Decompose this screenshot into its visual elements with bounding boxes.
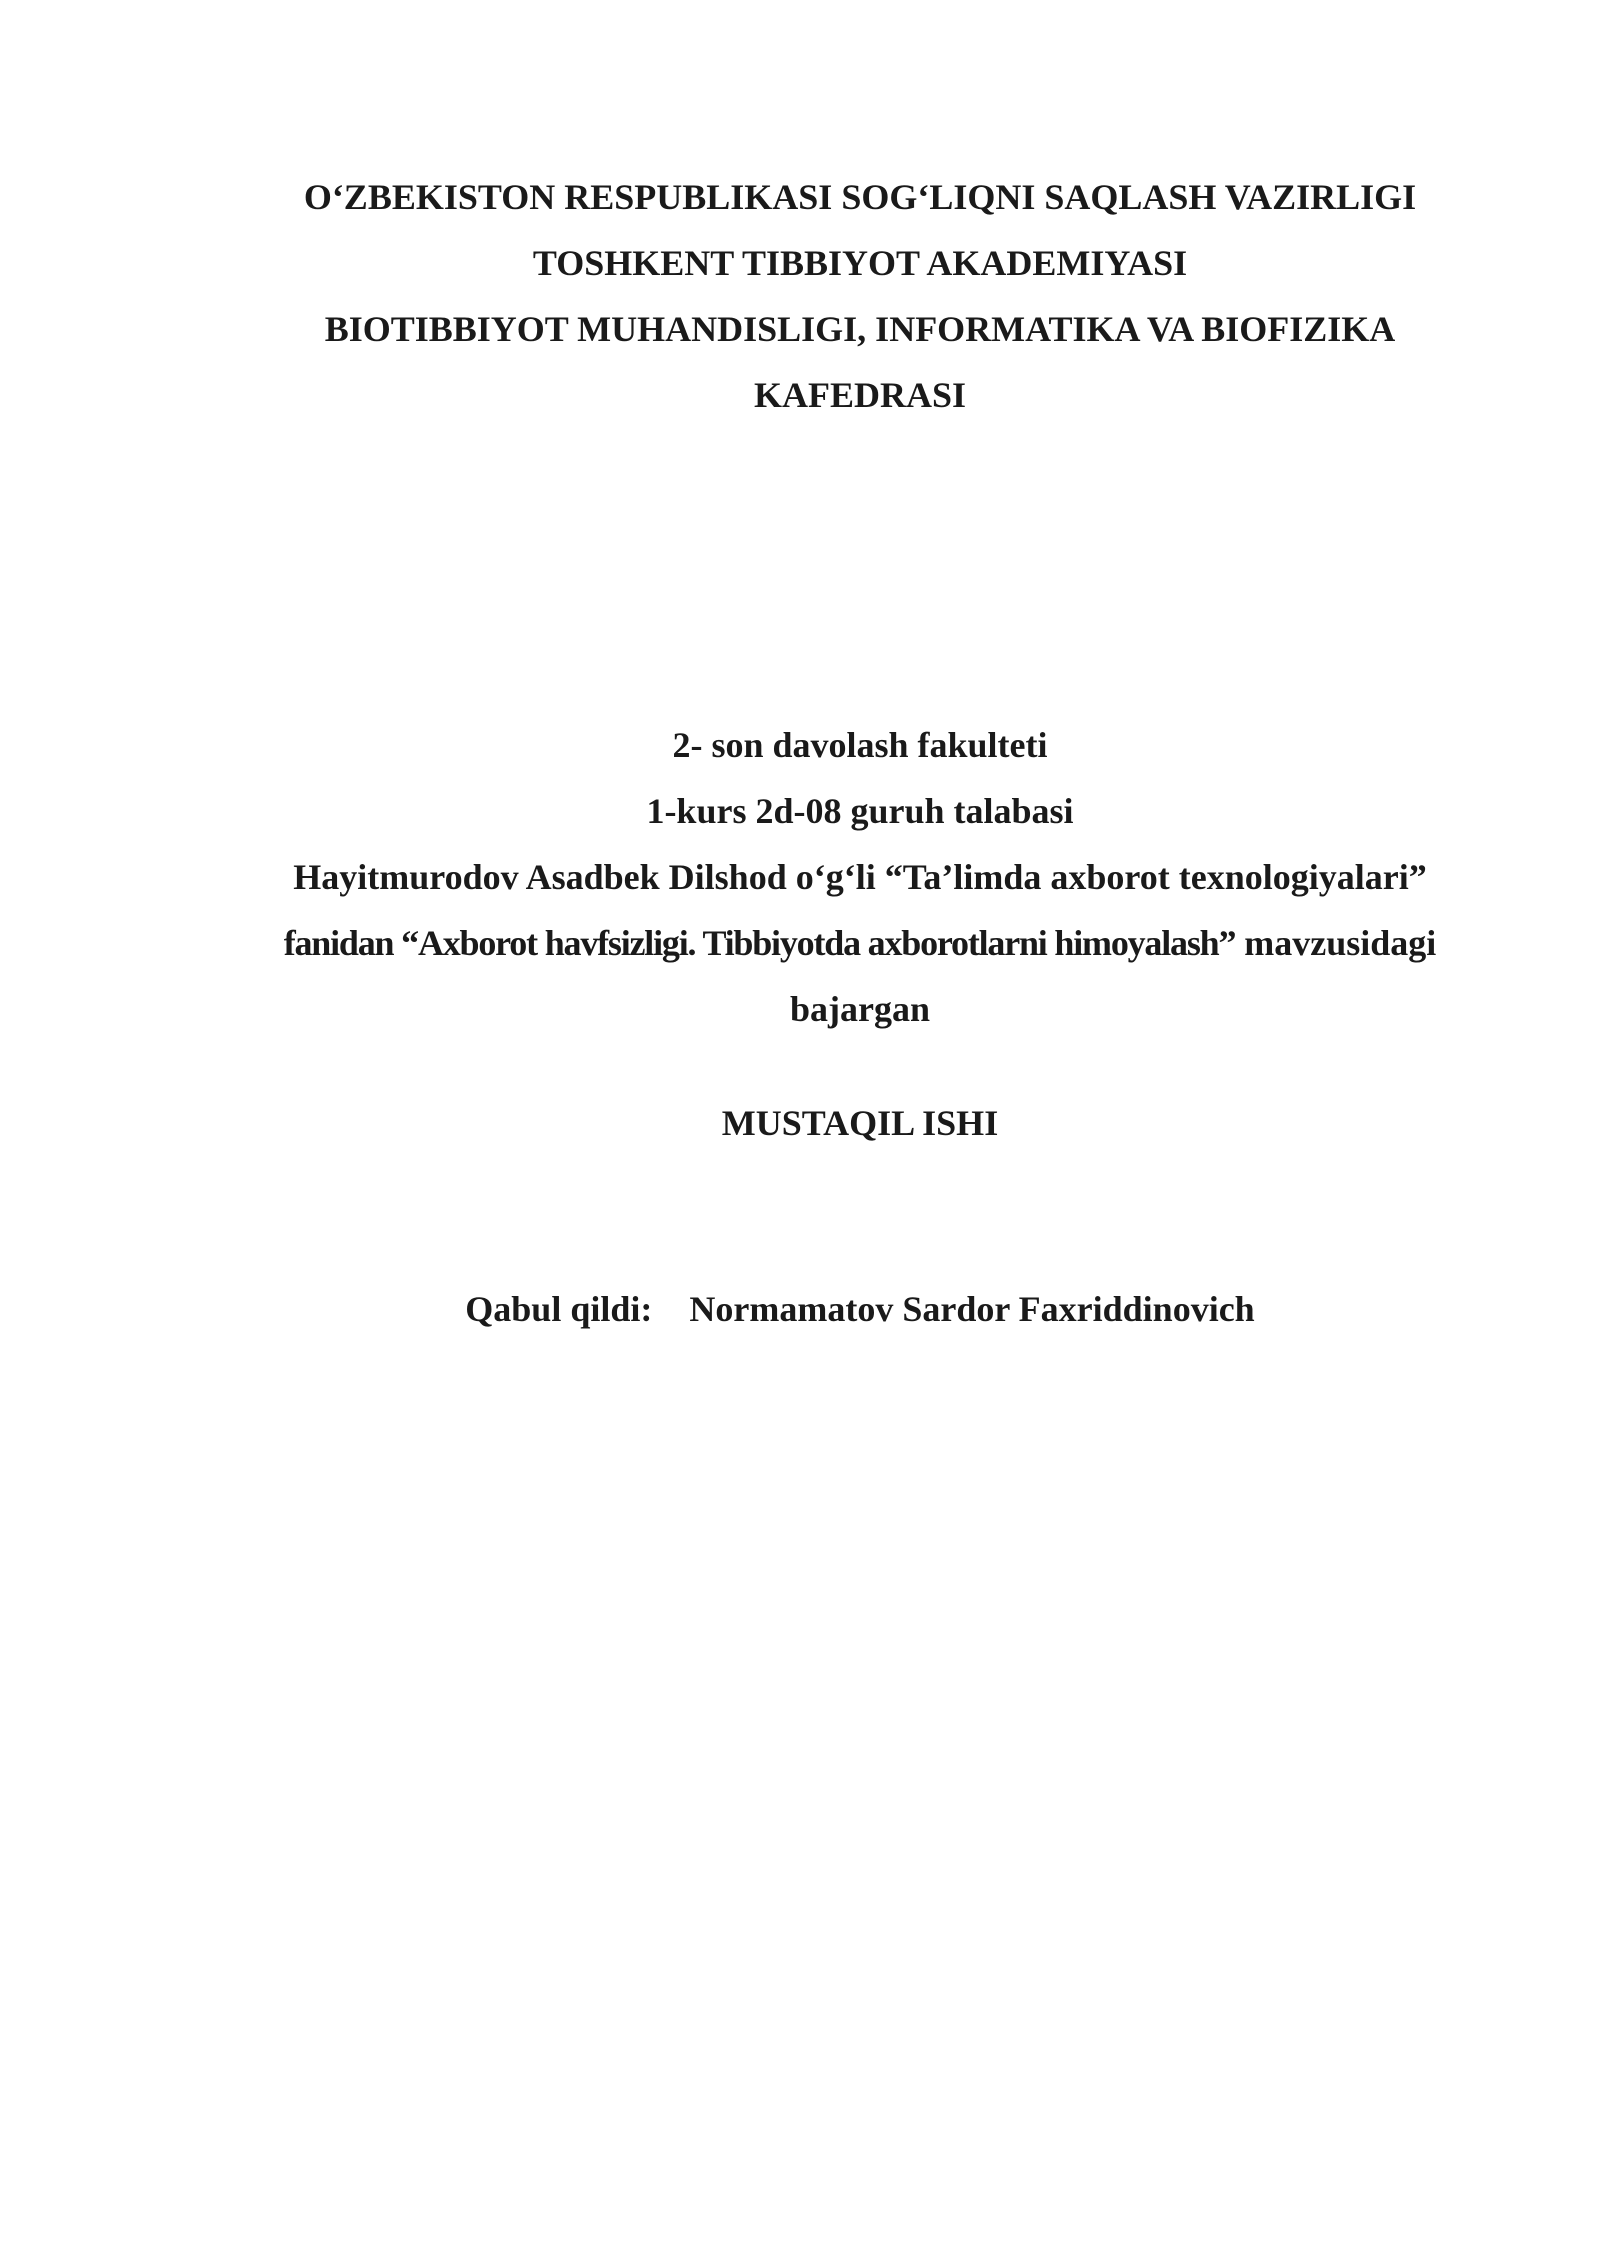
topic-line — [0, 921, 1600, 965]
topic-text: fanidan “Axborot havfsizligi. Tibbiyotda axborotlarni himoyalash” — [283, 923, 1236, 963]
ministry-heading: O‘ZBEKISTON RESPUBLIKASI SOG‘LIQNI SAQLASH VAZIRLIGI — [303, 177, 1417, 217]
department-heading-line1: BIOTIBBIYOT MUHANDISLIGI, INFORMATIKA VA BIOFIZIKA — [324, 309, 1396, 349]
author-line: Hayitmurodov Asadbek Dilshod o‘g‘li “Ta’limda axborot texnologiyalari” — [293, 857, 1427, 897]
faculty-line: 2- son davolash fakulteti — [672, 725, 1048, 765]
academy-heading: TOSHKENT TIBBIYOT AKADEMIYASI — [532, 243, 1188, 283]
signoff-label: Qabul qildi: — [465, 1289, 653, 1329]
topic-suffix: mavzusidagi — [1244, 923, 1437, 963]
signoff-line — [0, 1287, 1600, 1331]
completed-line: bajargan — [789, 989, 930, 1029]
signoff-name: Normamatov Sardor Faxriddinovich — [689, 1289, 1255, 1329]
group-line: 1-kurs 2d-08 guruh talabasi — [646, 791, 1074, 831]
work-title: MUSTAQIL ISHI — [721, 1103, 999, 1143]
department-heading-line2: KAFEDRASI — [753, 375, 967, 415]
